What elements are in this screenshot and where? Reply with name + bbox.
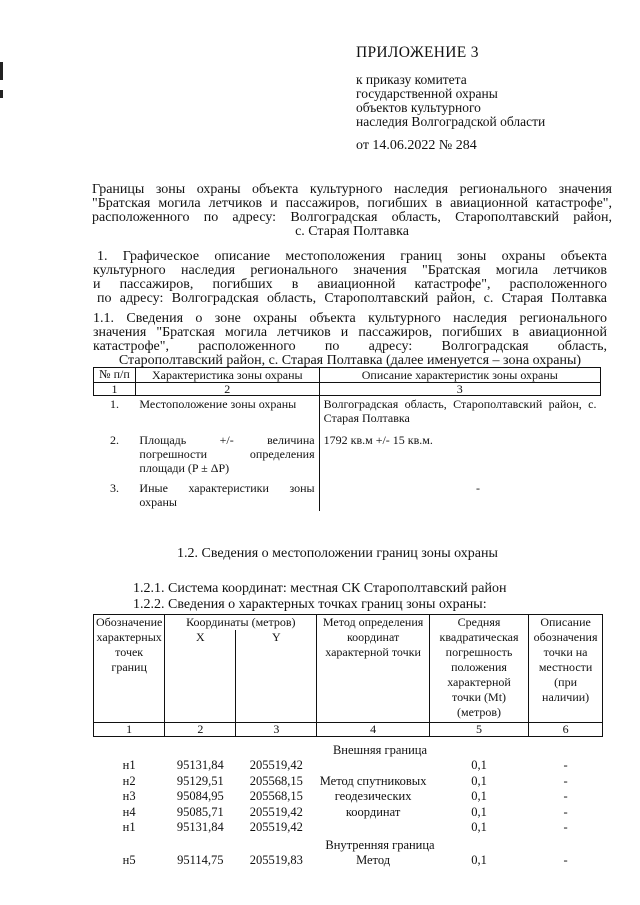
header-number: № п/п xyxy=(94,368,136,383)
table-row xyxy=(94,853,603,869)
column-number: 6 xyxy=(529,723,603,737)
header-y: Y xyxy=(236,630,317,723)
table-row xyxy=(94,433,601,481)
point-error: 0,1 xyxy=(471,804,487,819)
point-y: 205519,83 xyxy=(249,852,303,867)
section-1-2-heading: 1.2. Сведения о местоположении границ зоны охраны xyxy=(177,546,498,561)
header-description: Описание характеристик зоны охраны xyxy=(319,368,600,383)
header-coordinates: Координаты (метров) xyxy=(165,615,317,631)
point-x: 95129,51 xyxy=(176,773,224,788)
document-title xyxy=(92,183,612,239)
row-description: - xyxy=(319,481,600,511)
row-characteristic: Площадь +/- величина погрешности определения площади (P ± ΔP) xyxy=(139,433,315,475)
section-1-1-line: 1.1. Сведения о зоне охраны объекта культурного наследия регионального xyxy=(93,311,607,326)
point-y: 205568,15 xyxy=(249,773,303,788)
table-row xyxy=(94,758,603,774)
header-description: Описание обозначения точки на местности (при наличии) xyxy=(529,615,603,723)
section-1-line: культурного наследия регионального значения "Братская могила летчиков xyxy=(93,263,607,278)
point-description: - xyxy=(563,758,568,772)
title-line: с. Старая Полтавка xyxy=(295,224,409,239)
order-line: к приказу комитета xyxy=(356,72,467,87)
point-x: 95085,71 xyxy=(176,804,224,819)
table-row xyxy=(94,481,601,511)
point-y: 205568,15 xyxy=(249,789,303,803)
point-id: н2 xyxy=(122,773,136,788)
order-line: наследия Волгоградской области xyxy=(356,114,546,129)
point-description: - xyxy=(563,773,568,788)
point-description: - xyxy=(563,789,568,803)
order-line: объектов культурного xyxy=(356,100,481,115)
title-line: расположенного по адресу: Волгоградская область, Старополтавский район, xyxy=(92,210,612,225)
header-x: X xyxy=(165,630,236,723)
point-method: Метод xyxy=(356,852,391,867)
point-y: 205519,42 xyxy=(249,804,303,819)
point-id: н5 xyxy=(122,852,136,867)
column-number: 1 xyxy=(94,723,165,737)
section-1-1-line: Старополтавский район, с. Старая Полтавка (далее именуется – зона охраны) xyxy=(118,353,582,368)
scan-edge-mark xyxy=(0,90,3,98)
point-id: н1 xyxy=(122,820,136,834)
section-1-1-line: катастрофе", расположенного по адресу: Волгоградская область, xyxy=(93,339,607,354)
point-y: 205519,42 xyxy=(249,820,303,834)
point-id: н3 xyxy=(122,789,136,803)
point-x: 95084,95 xyxy=(176,789,224,803)
point-id: н4 xyxy=(122,804,136,819)
boundary-points-table xyxy=(93,614,603,868)
column-number: 3 xyxy=(319,383,600,396)
header-characteristic: Характеристика зоны охраны xyxy=(135,368,319,383)
section-1-line: и пассажиров, погибших в авиационной катастрофе", расположенного xyxy=(93,277,607,292)
column-number: 2 xyxy=(135,383,319,396)
section-1-line: по адресу: Волгоградская область, Старополтавский район, с. Старая Полтавка xyxy=(97,291,607,306)
header-method: Метод определения координат характерной точки xyxy=(317,615,430,723)
order-date: от 14.06.2022 № 284 xyxy=(356,138,477,153)
scan-edge-mark xyxy=(0,62,3,80)
section-1-1-line: значения "Братская могила летчиков и пассажиров, погибших в авиационной xyxy=(93,325,607,340)
point-method: Метод спутниковых геодезических координат xyxy=(319,773,427,819)
outer-boundary-label: Внешняя граница xyxy=(332,743,428,757)
point-x: 95131,84 xyxy=(176,820,224,834)
section-1-paragraph xyxy=(93,250,607,306)
column-number-row xyxy=(94,723,603,737)
row-description: 1792 кв.м +/- 15 кв.м. xyxy=(319,433,600,481)
section-1-line: 1. Графическое описание местоположения границ зоны охраны объекта xyxy=(97,249,607,264)
header-error: Средняя квадратическая погрешность положения характерной точки (Mt) (метров) xyxy=(429,615,528,723)
row-characteristic: Местоположение зоны охраны xyxy=(139,397,297,411)
inner-boundary-label: Внутренняя граница xyxy=(325,837,435,852)
table-header-row xyxy=(94,368,601,383)
row-characteristic: Иные характеристики зоны охраны xyxy=(139,481,315,509)
header-point: Обозначение характерных точек границ xyxy=(94,615,165,723)
point-error: 0,1 xyxy=(471,820,487,834)
group-row xyxy=(94,737,603,759)
section-1-1-paragraph xyxy=(93,312,607,368)
row-number: 1. xyxy=(109,397,119,411)
column-number: 3 xyxy=(236,723,317,737)
point-error: 0,1 xyxy=(471,758,487,772)
point-x: 95131,84 xyxy=(176,758,224,772)
point-description: - xyxy=(563,820,568,834)
point-error: 0,1 xyxy=(471,852,487,867)
point-error: 0,1 xyxy=(471,789,487,803)
title-line: "Братская могила летчиков и пассажиров, погибших в авиационной катастрофе", xyxy=(92,196,612,211)
column-number: 2 xyxy=(165,723,236,737)
point-description: - xyxy=(563,804,568,819)
table-header-row xyxy=(94,615,603,631)
table-row xyxy=(94,396,601,434)
column-number: 5 xyxy=(429,723,528,737)
row-number: 2. xyxy=(109,433,119,447)
section-1-2-1-heading: 1.2.1. Система координат: местная СК Старополтавский район xyxy=(133,581,507,596)
point-y: 205519,42 xyxy=(249,758,303,772)
appendix-title: ПРИЛОЖЕНИЕ 3 xyxy=(356,44,479,61)
group-row xyxy=(94,836,603,853)
point-error: 0,1 xyxy=(471,773,487,788)
title-line: Границы зоны охраны объекта культурного наследия регионального значения xyxy=(92,182,612,197)
section-1-2-2-heading: 1.2.2. Сведения о характерных точках границ зоны охраны: xyxy=(133,597,487,612)
order-line: государственной охраны xyxy=(356,86,498,101)
zone-characteristics-table xyxy=(93,367,601,511)
point-id: н1 xyxy=(122,758,136,772)
row-number: 3. xyxy=(109,481,119,495)
point-description: - xyxy=(563,852,568,867)
row-description: Волгоградская область, Старополтавский район, с. Старая Полтавка xyxy=(319,396,600,434)
column-number-row xyxy=(94,383,601,396)
column-number: 1 xyxy=(94,383,136,396)
column-number: 4 xyxy=(317,723,430,737)
point-x: 95114,75 xyxy=(177,852,224,867)
